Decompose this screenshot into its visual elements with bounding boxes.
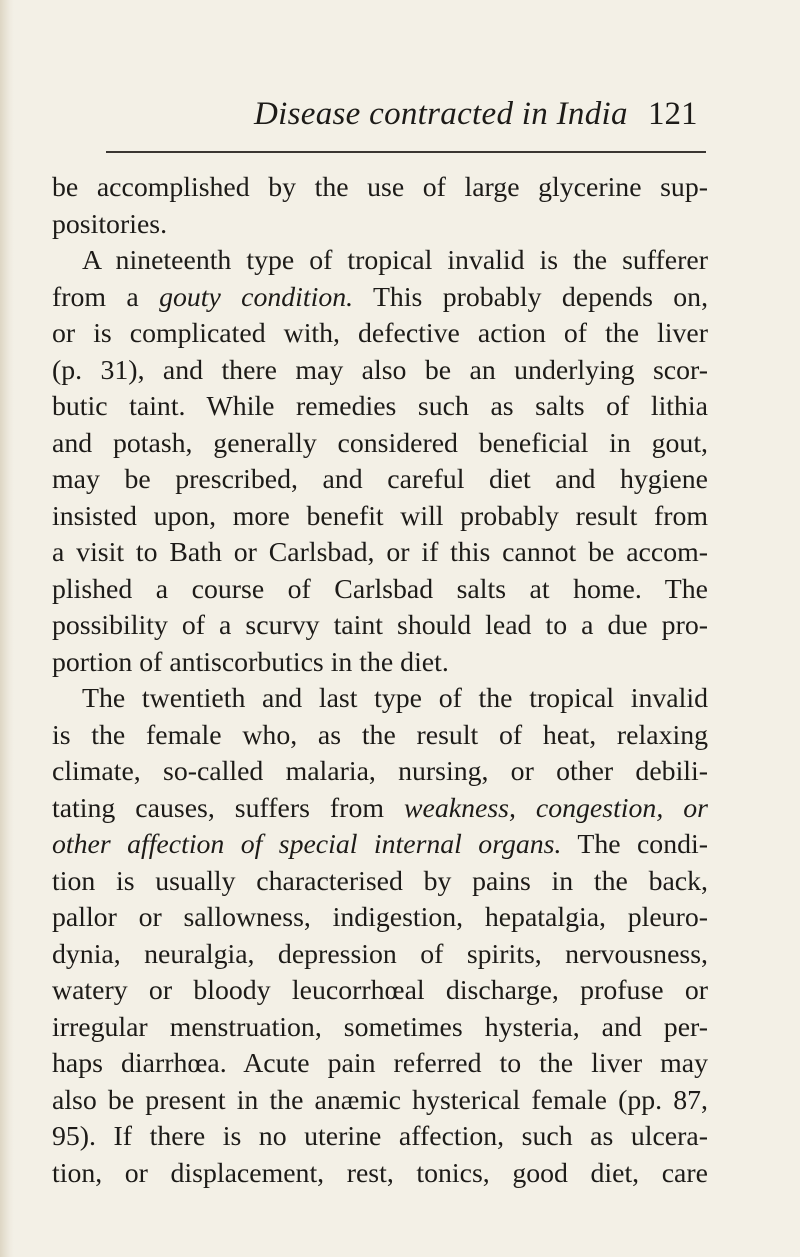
emphasis-special-internal-organs: other affection of special internal organs. <box>52 829 562 860</box>
text-line: tion, or displacement, rest, tonics, good diet, care <box>52 1157 708 1189</box>
text-line: or is complicated with, defective action of the liver <box>52 318 708 349</box>
text-line: pallor or sallowness, indigestion, hepatalgia, pleuro- <box>52 902 708 933</box>
text-line: is the female who, as the result of heat, relaxing <box>52 719 708 751</box>
running-title: Disease contracted in India <box>254 96 628 132</box>
text-line: possibility of a scurvy taint should lead to a due pro- <box>52 610 708 641</box>
text-line: insisted upon, more benefit will probably result from <box>52 500 708 532</box>
text-line: portion of antiscorbutics in the diet. <box>52 646 449 678</box>
text-line: The twentieth and last type of the tropical invalid <box>82 683 708 714</box>
text-line: be accomplished by the use of large glycerine sup- <box>52 172 708 203</box>
text-line: plished a course of Carlsbad salts at home. The <box>52 573 708 605</box>
header-rule <box>106 151 706 153</box>
text-line: A nineteenth type of tropical invalid is the sufferer <box>82 245 708 276</box>
text-line: also be present in the anæmic hysterical female (pp. 87, <box>52 1084 708 1116</box>
text-line: may be prescribed, and careful diet and hygiene <box>52 464 708 495</box>
text-line: tating causes, suffers from weakness, congestion, or <box>52 792 708 824</box>
emphasis-weakness-congestion: weakness, congestion, or <box>403 792 708 824</box>
running-header <box>0 84 800 134</box>
text-line: positories. <box>52 208 168 240</box>
text-line: a visit to Bath or Carlsbad, or if this cannot be accom- <box>52 537 708 568</box>
text-line: (p. 31), and there may also be an underlying scor- <box>52 354 708 386</box>
text-line: butic taint. While remedies such as salts of lithia <box>52 391 708 422</box>
text-line: other affection of special internal organs. The condi- <box>52 829 708 860</box>
page-number: 121 <box>648 96 698 132</box>
text-line: from a gouty condition. This probably depends on, <box>52 281 709 313</box>
text-line: irregular menstruation, sometimes hysteria, and per- <box>52 1011 708 1043</box>
text-line: dynia, neuralgia, depression of spirits, nervousness, <box>52 938 708 970</box>
text-line: climate, so-called malaria, nursing, or other debili- <box>52 756 708 787</box>
text-line: 95). If there is no uterine affection, such as ulcera- <box>52 1121 708 1152</box>
text-line: haps diarrhœa. Acute pain referred to the liver may <box>52 1048 708 1079</box>
text-line: watery or bloody leucorrhœal discharge, profuse or <box>52 975 708 1006</box>
page-edge-shadow <box>0 0 14 1257</box>
emphasis-gouty-condition: gouty condition. <box>159 281 354 313</box>
body-text <box>52 170 708 1192</box>
text-line: and potash, generally considered beneficial in gout, <box>52 427 708 459</box>
text-line: tion is usually characterised by pains in the back, <box>52 865 708 897</box>
